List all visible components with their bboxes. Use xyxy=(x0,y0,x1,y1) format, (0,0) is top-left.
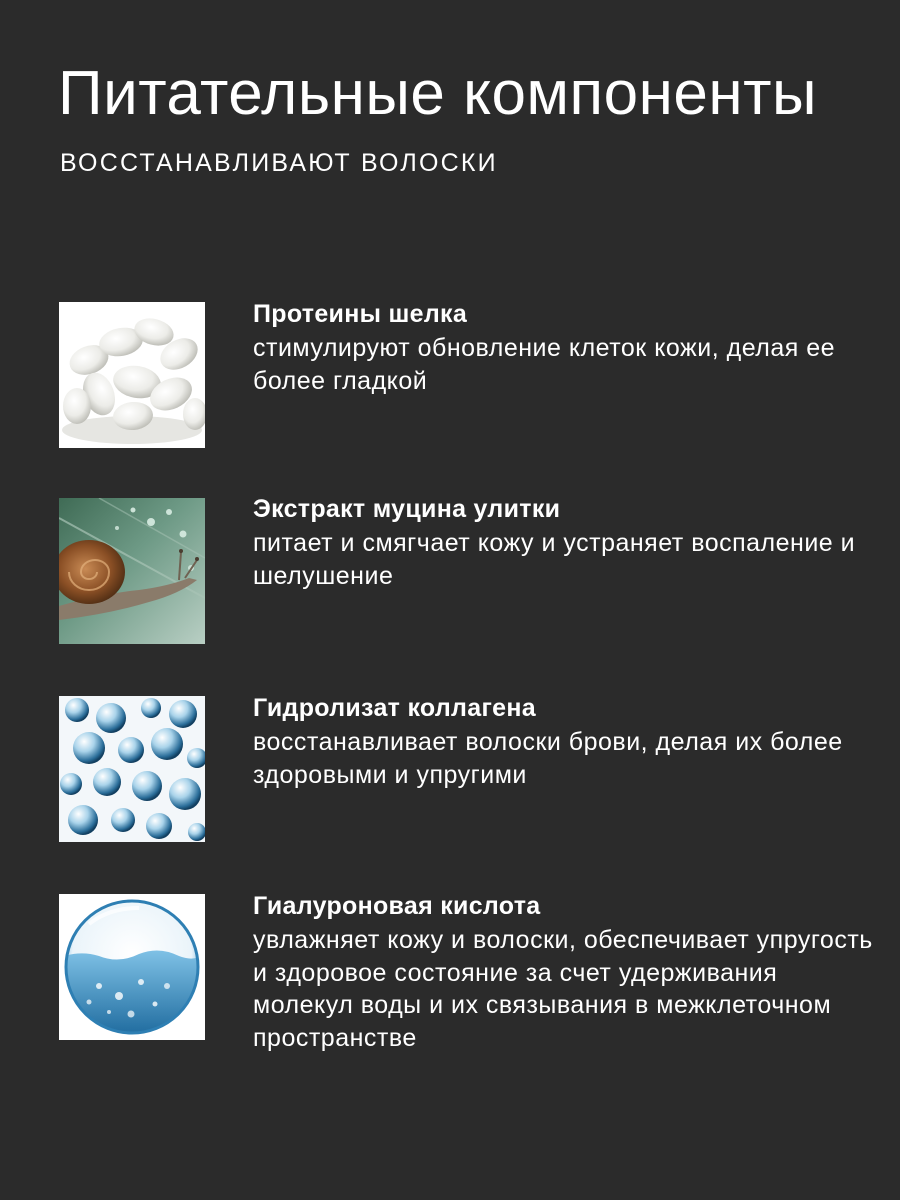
ingredient-name: Гидролизат коллагена xyxy=(253,694,536,722)
ingredient-text xyxy=(253,890,873,1054)
ingredient-name: Протеины шелка xyxy=(253,300,468,328)
page-title: Питательные компоненты xyxy=(58,59,818,128)
ingredient-description: стимулируют обновление клеток кожи, делая ее более гладкой xyxy=(253,334,836,395)
ingredient-text xyxy=(253,692,873,791)
snail-on-leaf-image xyxy=(59,498,205,644)
ingredient-text xyxy=(253,493,873,592)
ingredient-name: Гиалуроновая кислота xyxy=(253,892,541,920)
collagen-bubbles-image xyxy=(59,696,205,842)
ingredient-name: Экстракт муцина улитки xyxy=(253,495,561,523)
silk-cocoons-image xyxy=(59,302,205,448)
ingredient-description: увлажняет кожу и волоски, обеспечивает упругость и здоровое состояние за счет удерживания молекул воды и их связывания в межклеточном пространстве xyxy=(253,926,873,1052)
ingredient-description: восстанавливает волоски брови, делая их более здоровыми и упругими xyxy=(253,728,843,789)
page-subtitle: ВОССТАНАВЛИВАЮТ ВОЛОСКИ xyxy=(60,149,498,177)
water-sphere-image xyxy=(59,894,205,1040)
ingredient-description: питает и смягчает кожу и устраняет воспаление и шелушение xyxy=(253,529,856,590)
ingredient-text xyxy=(253,298,873,397)
